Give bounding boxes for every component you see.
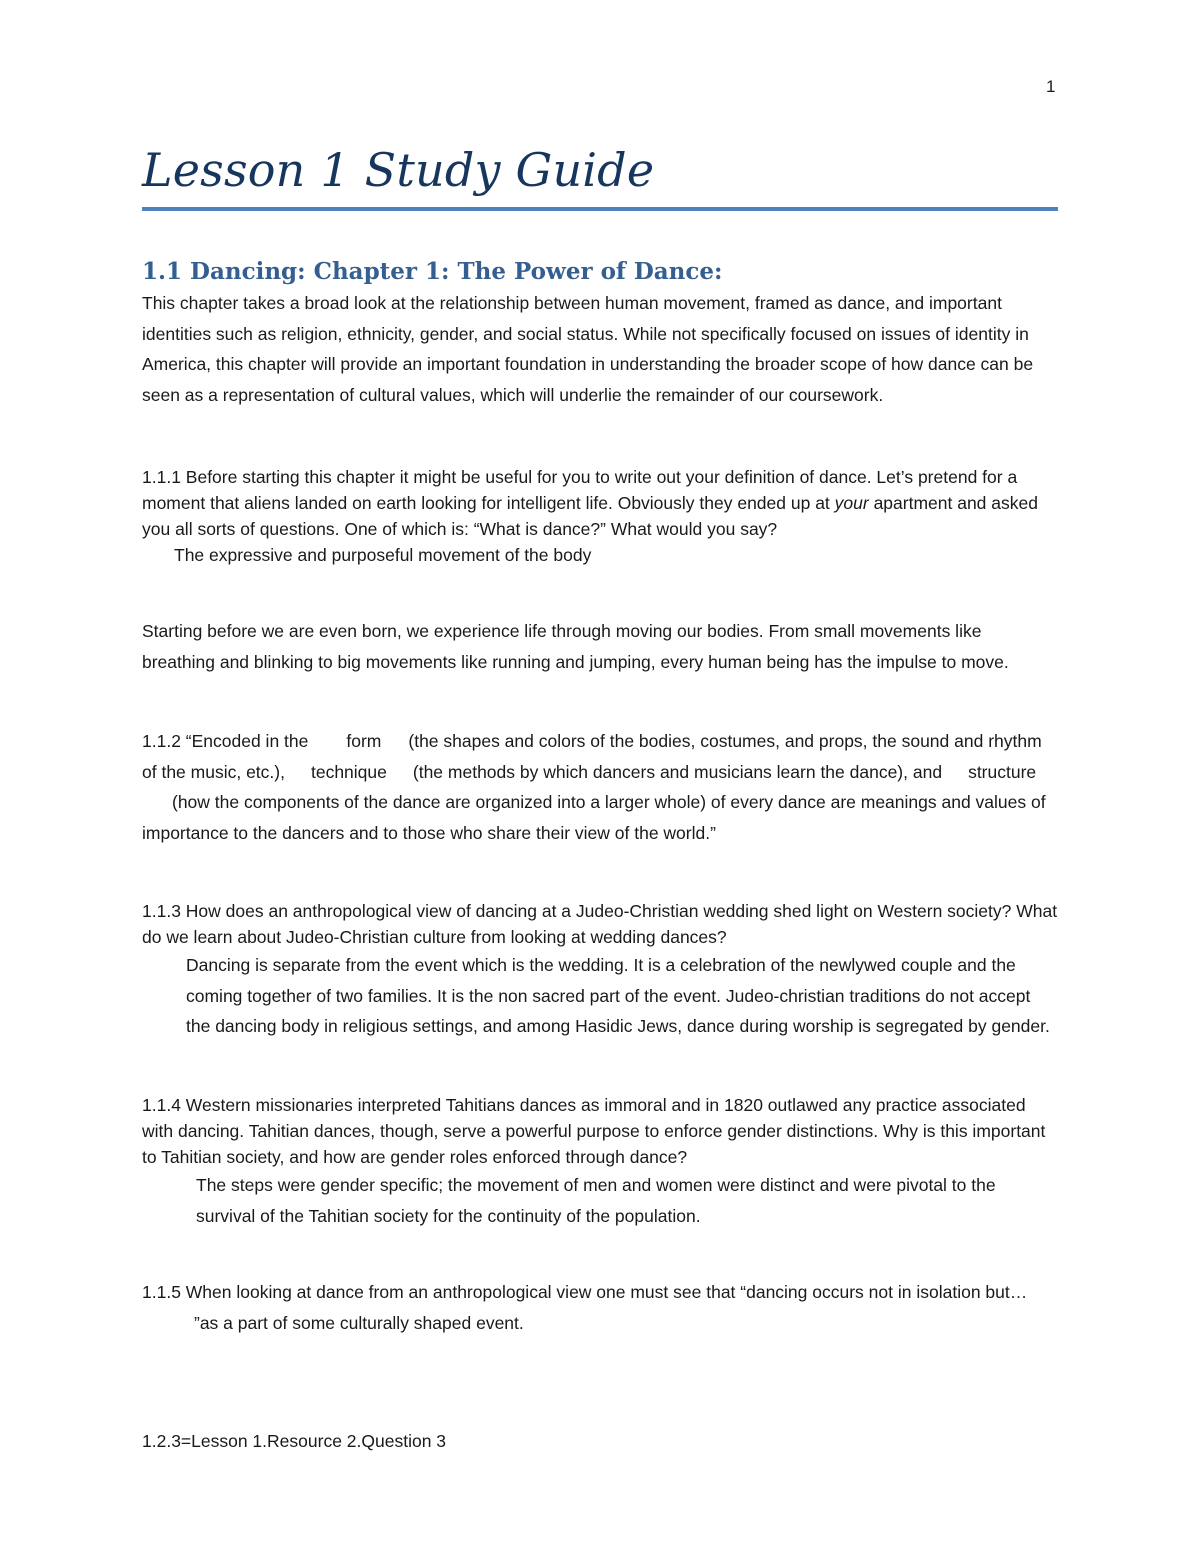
section-heading: 1.1 Dancing: Chapter 1: The Power of Dance:: [142, 258, 723, 285]
question-1-1-2: [142, 726, 1058, 848]
question-1-1-1: [142, 464, 1058, 568]
quote-part: (the shapes and colors of the bodies, costumes, and props, the sound and rhythm of the music, etc.),: [142, 731, 1042, 782]
question-text: 1.1.4 Western missionaries interpreted Tahitians dances as immoral and in 1820 outlawed any practice associated with dancing. Tahitian dances, though, serve a powerful purpose to enforce gender distinctions. Why is this important to Tahitian society, and how are gender roles enforced through dance?: [142, 1095, 1046, 1167]
quote-part: 1.1.2 “Encoded in the: [142, 731, 309, 751]
answer-text: The steps were gender specific; the movement of men and women were distinct and were pivotal to the survival of the Tahitian society for the continuity of the population.: [196, 1175, 996, 1226]
fill-answer-form: form: [346, 731, 382, 751]
quote-part: (the methods by which dancers and musicians learn the dance), and: [412, 761, 943, 782]
page-number: 1: [1046, 77, 1056, 96]
answer-text: Dancing is separate from the event which is the wedding. It is a celebration of the newlywed couple and the coming together of two families. It is the non sacred part of the event. Judeo-christian traditions do not accept the dancing body in religious settings, and among Hasidic Jews, dance during worship is segregated by gender.: [186, 955, 1050, 1036]
movement-paragraph: [142, 616, 1058, 677]
question-1-1-3: [142, 898, 1058, 1042]
question-text-part: 1.1.1 Before starting this chapter it might be useful for you to write out your definition of dance. Let’s pretend for a moment that aliens landed on earth looking for intelligent life. Obviously they ended up at: [142, 467, 1018, 513]
question-text: [142, 1277, 1058, 1338]
document-title: Lesson 1 Study Guide: [142, 143, 655, 197]
footer-note: 1.2.3=Lesson 1.Resource 2.Question 3: [142, 1431, 447, 1451]
intro-paragraph: This chapter takes a broad look at the relationship between human movement, framed as dance, and important identities such as religion, ethnicity, gender, and social status. While not specifically focused on issues of identity in America, this chapter will provide an important foundation in understanding the broader scope of how dance can be seen as a representation of cultural values, which will underlie the remainder of our coursework.: [142, 293, 1034, 405]
answer-text: The expressive and purposeful movement of the body: [174, 545, 592, 565]
question-text-part: apartment and asked you all sorts of questions. One of which is: “What is dance?” What would you say?: [142, 493, 1038, 539]
question-text-part: ”as a part of some culturally shaped event.: [194, 1312, 524, 1333]
emphasis-your: your: [834, 493, 869, 513]
quote-paragraph: [142, 726, 1058, 848]
question-text: 1.1.3 How does an anthropological view of dancing at a Judeo-Christian wedding shed light on Western society? What do we learn about Judeo-Christian culture from looking at wedding dances?: [142, 901, 1058, 947]
quote-part: (how the components of the dance are organized into a larger whole) of every dance are meanings and values of importance to the dancers and to those who share their view of the world.”: [142, 792, 1046, 843]
fill-answer-structure: structure: [968, 761, 1037, 782]
fill-answer-technique: technique: [310, 761, 387, 782]
paragraph-text: Starting before we are even born, we experience life through moving our bodies. From small movements like breathing and blinking to big movements like running and jumping, every human being has the impulse to move.: [142, 621, 1009, 672]
question-text-part: 1.1.5 When looking at dance from an anthropological view one must see that “dancing occurs not in isolation but…: [142, 1282, 1028, 1302]
question-1-1-5: [142, 1277, 1058, 1338]
title-underline: [142, 207, 1058, 211]
question-text: [142, 464, 1058, 542]
question-1-1-4: [142, 1092, 1058, 1231]
section-intro: [142, 288, 1058, 410]
